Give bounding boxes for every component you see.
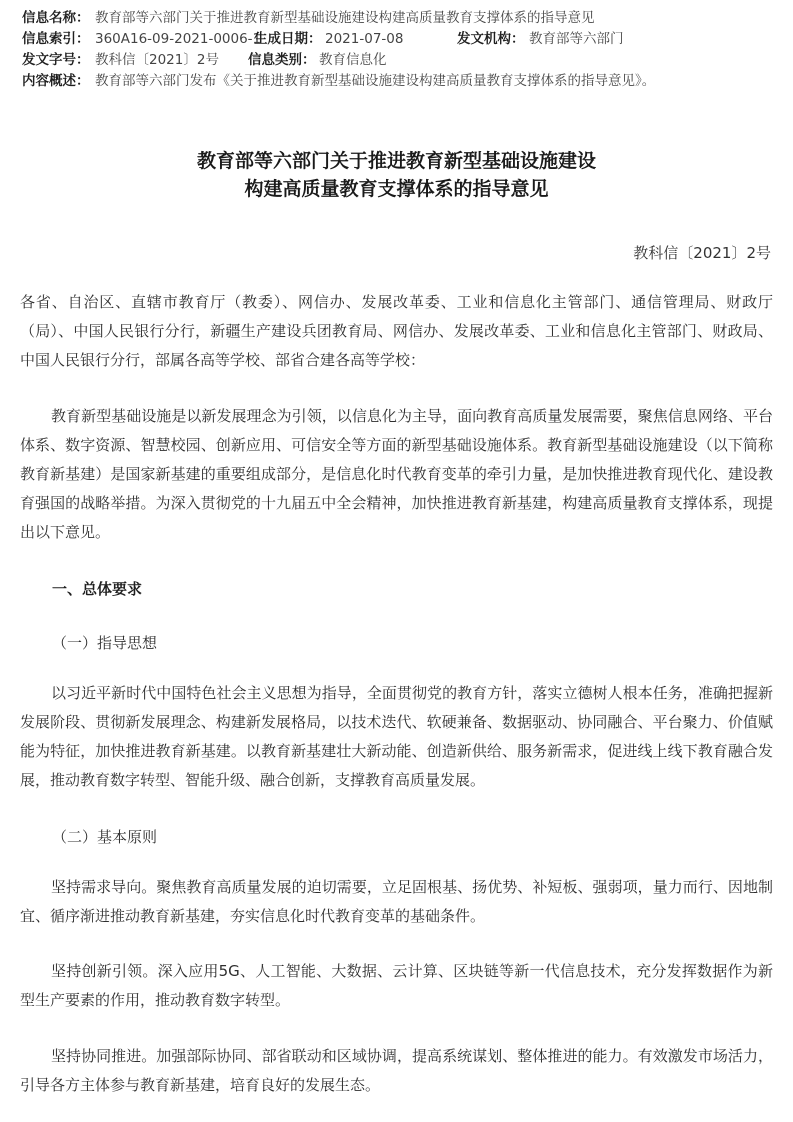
meta-category-value: 教育信息化 bbox=[319, 52, 387, 68]
meta-row-summary bbox=[22, 71, 782, 113]
meta-category-label: 信息类别： bbox=[248, 52, 316, 68]
document-title-line-1: 教育部等六部门关于推进教育新型基础设施建设 bbox=[196, 150, 596, 172]
meta-date-value: 2021-07-08 bbox=[325, 31, 404, 47]
subsection-2-heading: （二）基本原则 bbox=[52, 828, 158, 846]
meta-row-index bbox=[22, 29, 782, 50]
meta-name-label: 信息名称： bbox=[22, 10, 90, 26]
subsection-1-heading: （一）指导思想 bbox=[52, 634, 158, 652]
principle-coordination-paragraph: 坚持协同推进。加强部际协同、部省联动和区域协调，提高系统谋划、整体推进的能力。有效激发市场活力，引导各方主体参与教育新基建，培育良好的发展生态。 bbox=[20, 1047, 773, 1094]
meta-summary-value: 教育部等六部门发布《关于推进教育新型基础设施建设构建高质量教育支撑体系的指导意见》。 bbox=[95, 73, 656, 89]
section-1-heading: 一、总体要求 bbox=[52, 580, 143, 598]
intro-paragraph: 教育新型基础设施是以新发展理念为引领，以信息化为主导，面向教育高质量发展需要，聚焦信息网络、平台体系、数字资源、智慧校园、创新应用、可信安全等方面的新型基础设施体系。教育新型基础设施建设（以下简称教育新基建）是国家新基建的重要组成部分，是信息化时代教育变革的牵引力量，是加快推进教育现代化、建设教育强国的战略举措。为深入贯彻党的十九届五中全会精神，加快推进教育新基建，构建高质量教育支撑体系，现提出以下意见。 bbox=[20, 407, 773, 541]
document-title-line-2: 构建高质量教育支撑体系的指导意见 bbox=[244, 178, 549, 200]
document-title bbox=[0, 147, 793, 203]
info-metadata-panel bbox=[22, 8, 782, 113]
addressees-paragraph: 各省、自治区、直辖市教育厅（教委）、网信办、发展改革委、工业和信息化主管部门、通信管理局、财政厅（局）、中国人民银行分行，新疆生产建设兵团教育局、网信办、发展改革委、工业和信息化主管部门、财政局、中国人民银行分行，部属各高等学校、部省合建各高等学校： bbox=[20, 293, 773, 369]
meta-index-value: 360A16-09-2021-0006-1 bbox=[95, 31, 262, 47]
meta-org-value: 教育部等六部门 bbox=[529, 31, 624, 47]
meta-row-docno bbox=[22, 50, 782, 71]
meta-org-label: 发文机构： bbox=[457, 31, 525, 47]
principle-demand-oriented-paragraph: 坚持需求导向。聚焦教育高质量发展的迫切需要，立足固根基、扬优势、补短板、强弱项，量力而行、因地制宜、循序渐进推动教育新基建，夯实信息化时代教育变革的基础条件。 bbox=[20, 878, 773, 925]
meta-index-label: 信息索引： bbox=[22, 31, 90, 47]
principle-innovation-paragraph: 坚持创新引领。深入应用5G、人工智能、大数据、云计算、区块链等新一代信息技术，充分发挥数据作为新型生产要素的作用，推动教育数字转型。 bbox=[20, 962, 774, 1009]
meta-docno-label: 发文字号： bbox=[22, 52, 90, 68]
document-number: 教科信〔2021〕2号 bbox=[633, 244, 771, 262]
meta-docno-value: 教科信〔2021〕2号 bbox=[95, 52, 219, 68]
meta-row-name bbox=[22, 8, 782, 29]
meta-name-value: 教育部等六部门关于推进教育新型基础设施建设构建高质量教育支撑体系的指导意见 bbox=[95, 10, 595, 26]
meta-summary-label: 内容概述： bbox=[22, 73, 90, 89]
guiding-ideology-paragraph: 以习近平新时代中国特色社会主义思想为指导，全面贯彻党的教育方针，落实立德树人根本任务，准确把握新发展阶段、贯彻新发展理念、构建新发展格局，以技术迭代、软硬兼备、数据驱动、协同融合、平台聚力、价值赋能为特征，加快推进教育新基建。以教育新基建壮大新动能、创造新供给、服务新需求，促进线上线下教育融合发展，推动教育数字转型、智能升级、融合创新，支撑教育高质量发展。 bbox=[20, 684, 773, 789]
meta-date-label: 生成日期： bbox=[254, 31, 322, 47]
